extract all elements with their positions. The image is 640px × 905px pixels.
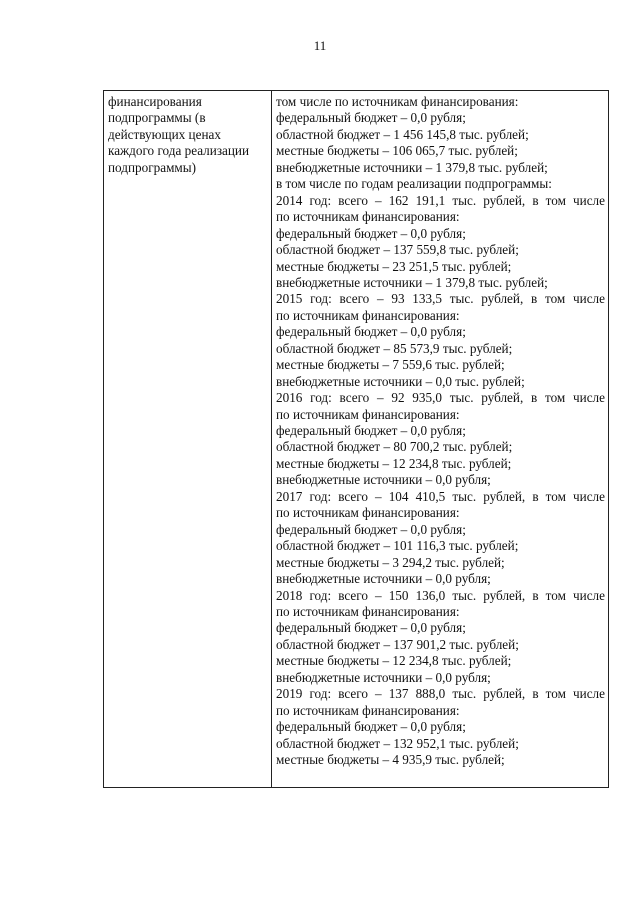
value-text-line: внебюджетные источники – 1 379,8 тыс. рублей; [276, 274, 548, 290]
value-text-line: внебюджетные источники – 0,0 рубля; [276, 669, 491, 685]
value-text-line: федеральный бюджет – 0,0 рубля; [276, 423, 466, 439]
value-text-line: внебюджетные источники – 1 379,8 тыс. рублей; [276, 159, 548, 175]
value-text-line: 2016 год: всего – 92 935,0 тыс. рублей, в том числе [276, 390, 605, 406]
value-text-line: федеральный бюджет – 0,0 рубля; [276, 719, 466, 735]
value-text-line: местные бюджеты – 3 294,2 тыс. рублей; [276, 554, 505, 570]
value-text-line: 2015 год: всего – 93 133,5 тыс. рублей, в том числе [276, 291, 605, 307]
value-text-line: областной бюджет – 137 559,8 тыс. рублей; [276, 242, 519, 258]
table-value-column [272, 91, 608, 787]
value-text-line: федеральный бюджет – 0,0 рубля; [276, 324, 466, 340]
page-number: 11 [313, 38, 327, 53]
value-text-line: 2017 год: всего – 104 410,5 тыс. рублей, в том числе [276, 488, 605, 504]
value-text-line: местные бюджеты – 106 065,7 тыс. рублей; [276, 143, 518, 159]
value-text-line: федеральный бюджет – 0,0 рубля; [276, 110, 466, 126]
value-text-line: 2018 год: всего – 150 136,0 тыс. рублей, в том числе [276, 587, 605, 603]
value-text-line: областной бюджет – 132 952,1 тыс. рублей; [276, 735, 519, 751]
value-text-line: в том числе по годам реализации подпрограммы: [276, 176, 552, 192]
value-text-line: 2019 год: всего – 137 888,0 тыс. рублей, в том числе [276, 686, 605, 702]
value-text-line: по источникам финансирования: [276, 406, 460, 422]
value-text-line: местные бюджеты – 12 234,8 тыс. рублей; [276, 455, 512, 471]
value-text-line: местные бюджеты – 4 935,9 тыс. рублей; [276, 752, 505, 768]
value-text-line: по источникам финансирования: [276, 307, 460, 323]
value-text-line: местные бюджеты – 7 559,6 тыс. рублей; [276, 357, 505, 373]
label-text-line: финансирования [108, 94, 202, 109]
value-text-line: по источникам финансирования: [276, 702, 460, 718]
label-text-line: каждого года реализации [108, 143, 250, 159]
value-text-line: по источникам финансирования: [276, 603, 460, 619]
value-text-line: внебюджетные источники – 0,0 тыс. рублей; [276, 373, 525, 389]
label-text-line: подпрограммы (в [108, 110, 206, 126]
label-text-line: подпрограммы) [108, 159, 197, 175]
label-text-line: действующих ценах [108, 126, 221, 142]
financing-table [103, 90, 609, 788]
value-text-line: внебюджетные источники – 0,0 рубля; [276, 472, 491, 488]
table-label-column [104, 91, 272, 787]
value-text-line: местные бюджеты – 23 251,5 тыс. рублей; [276, 258, 512, 274]
value-text-line: по источникам финансирования: [276, 505, 460, 521]
value-text-line: внебюджетные источники – 0,0 рубля; [276, 571, 491, 587]
value-text-line: областной бюджет – 85 573,9 тыс. рублей; [276, 340, 513, 356]
value-text-line: областной бюджет – 1 456 145,8 тыс. рублей; [276, 126, 529, 142]
value-text-line: том числе по источникам финансирования: [276, 94, 519, 109]
value-text-line: федеральный бюджет – 0,0 рубля; [276, 225, 466, 241]
value-text-line: областной бюджет – 80 700,2 тыс. рублей; [276, 439, 513, 455]
value-text-line: федеральный бюджет – 0,0 рубля; [276, 521, 466, 537]
value-text-line: местные бюджеты – 12 234,8 тыс. рублей; [276, 653, 512, 669]
value-text-line: областной бюджет – 137 901,2 тыс. рублей; [276, 636, 519, 652]
value-text-line: 2014 год: всего – 162 191,1 тыс. рублей, в том числе [276, 192, 605, 208]
value-text-line: по источникам финансирования: [276, 209, 460, 225]
value-text-line: областной бюджет – 101 116,3 тыс. рублей; [276, 538, 519, 554]
value-text-line: федеральный бюджет – 0,0 рубля; [276, 620, 466, 636]
